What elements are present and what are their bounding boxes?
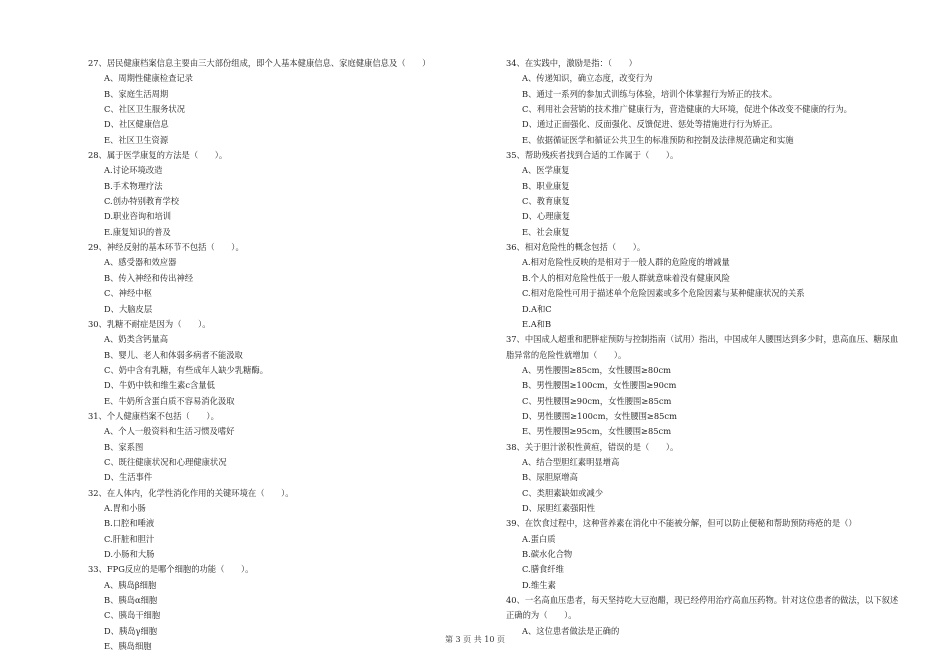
answer-option: A、这位患者做法是正确的 bbox=[522, 625, 620, 636]
answer-option: B、家系图 bbox=[104, 441, 144, 452]
answer-option: D.维生素 bbox=[522, 579, 556, 590]
answer-option: D、心理康复 bbox=[522, 211, 571, 222]
question-text: 29、神经反射的基本环节不包括（ ）。 bbox=[88, 242, 244, 253]
answer-option: E、胰岛细胞 bbox=[104, 641, 152, 652]
answer-option: D、通过正面强化、反面强化、反馈促进、惩处等措施进行行为矫正。 bbox=[522, 119, 778, 130]
question-block bbox=[88, 486, 480, 563]
answer-option: B、通过一系列的参加式训练与体验，培训个体掌握行为矫正的技术。 bbox=[522, 88, 778, 99]
answer-option: B、男性腰围≥100cm，女性腰围≥90cm bbox=[522, 380, 677, 391]
answer-option: B、传入神经和传出神经 bbox=[104, 272, 194, 283]
answer-option: B.手术物理疗法 bbox=[104, 180, 163, 191]
question-text: 36、相对危险性的概念包括（ ）。 bbox=[506, 242, 646, 253]
answer-option: C.相对危险性可用于描述单个危险因素或多个危险因素与某种健康状况的关系 bbox=[522, 288, 805, 299]
question-text: 30、乳糖不耐症是因为（ ）。 bbox=[88, 318, 211, 329]
answer-option: E、牛奶所含蛋白质不容易消化汲取 bbox=[104, 395, 235, 406]
question-text: 34、在实践中，激励是指：（ ） bbox=[506, 58, 637, 68]
answer-option: C、胰岛干细胞 bbox=[104, 610, 161, 621]
answer-option: A、胰岛β细胞 bbox=[104, 579, 157, 590]
answer-option: A.讨论环境改造 bbox=[104, 165, 163, 176]
answer-option: C、教育康复 bbox=[522, 196, 570, 207]
answer-option: D、尿胆红素强阳性 bbox=[522, 502, 596, 513]
page-footer: 第 3 页 共 10 页 bbox=[445, 635, 505, 644]
answer-option: A.蛋白质 bbox=[522, 533, 556, 544]
question-block bbox=[88, 240, 480, 317]
question-block bbox=[506, 240, 906, 332]
question-block bbox=[506, 148, 906, 240]
answer-option: D、男性腰围≥100cm，女性腰围≥85cm bbox=[522, 410, 677, 421]
question-block bbox=[88, 409, 480, 486]
answer-option: B、尿胆原增高 bbox=[522, 472, 578, 483]
answer-option: C.肝脏和胆汁 bbox=[104, 533, 155, 544]
answer-option: A、传递知识，确立态度，改变行为 bbox=[522, 73, 653, 84]
question-text: 28、属于医学康复的方法是（ ）。 bbox=[88, 150, 228, 161]
answer-option: A、奶类含钙量高 bbox=[104, 334, 169, 345]
answer-option: A.胃和小肠 bbox=[104, 502, 146, 513]
question-text: 39、在饮食过程中，这种营养素在消化中不能被分解，但可以防止便秘和帮助预防痔疮的是（） bbox=[506, 518, 857, 529]
answer-option: B.口腔和唾液 bbox=[104, 518, 155, 529]
answer-option: A、周期性健康检查记录 bbox=[104, 73, 193, 84]
answer-option: C、社区卫生服务状况 bbox=[104, 104, 186, 115]
answer-option: E.A和B bbox=[522, 318, 552, 329]
answer-option: E、社会康复 bbox=[522, 226, 570, 237]
answer-option: A、结合型胆红素明显增高 bbox=[522, 456, 620, 467]
answer-option: B、职业康复 bbox=[522, 180, 570, 191]
question-text: 31、个人健康档案不包括（ ）。 bbox=[88, 410, 219, 421]
answer-option: A、感受器和效应器 bbox=[104, 257, 177, 268]
question-block bbox=[506, 332, 906, 439]
answer-option: D.小肠和大肠 bbox=[104, 549, 155, 559]
question-text: 38、关于胆汁淤积性黄疸，错误的是（ ）。 bbox=[506, 441, 679, 452]
answer-option: B、家庭生活周期 bbox=[104, 88, 169, 99]
question-text: 27、居民健康档案信息主要由三大部份组成，即个人基本健康信息、家庭健康信息及（ ） bbox=[88, 58, 431, 68]
answer-option: A.相对危险性反映的是相对于一般人群的危险度的增减量 bbox=[522, 257, 730, 268]
question-block bbox=[88, 56, 480, 148]
question-block bbox=[506, 440, 906, 517]
right-column bbox=[506, 56, 906, 639]
answer-option: B、胰岛α细胞 bbox=[104, 595, 158, 606]
answer-option: C、利用社会营销的技术推广健康行为，营造健康的大环境，促进个体改变不健康的行为。 bbox=[522, 104, 852, 115]
answer-option: C、神经中枢 bbox=[104, 288, 152, 299]
answer-option: D、社区健康信息 bbox=[104, 119, 169, 130]
answer-option: C、男性腰围≥90cm，女性腰围≥85cm bbox=[522, 395, 672, 406]
question-block bbox=[506, 56, 906, 148]
answer-option: B、婴儿、老人和体弱多病者不能汲取 bbox=[104, 349, 243, 360]
left-column bbox=[88, 56, 480, 654]
question-text: 32、在人体内，化学性消化作用的关键环境在（ ）。 bbox=[88, 487, 294, 498]
question-text: 35、帮助残疾者找到合适的工作属于（ ）。 bbox=[506, 150, 679, 161]
answer-option: D、胰岛γ细胞 bbox=[104, 625, 158, 636]
question-block bbox=[88, 148, 480, 240]
answer-option: E.康复知识的普及 bbox=[104, 226, 171, 237]
question-text: 40、一名高血压患者，每天坚持吃大豆泡醋，现已经停用治疗高血压药物。针对这位患者的做法，以下叙述正确的为（ ）。 bbox=[506, 595, 899, 621]
answer-option: D、牛奶中铁和维生素c含量低 bbox=[104, 380, 215, 391]
answer-option: A、男性腰围≥85cm，女性腰围≥80cm bbox=[522, 364, 672, 375]
answer-option: A、个人一般资料和生活习惯及嗜好 bbox=[104, 426, 235, 437]
question-block bbox=[88, 317, 480, 409]
answer-option: D、生活事件 bbox=[104, 472, 153, 483]
answer-option: E、依据循证医学和循证公共卫生的标准预防和控制及法律规范确定和实施 bbox=[522, 134, 794, 145]
answer-option: B.碳水化合物 bbox=[522, 549, 573, 559]
question-text: 33、FPG反应的是哪个细胞的功能（ ）。 bbox=[88, 564, 254, 575]
question-block bbox=[506, 593, 906, 639]
answer-option: B.个人的相对危险性低于一般人群就意味着没有健康风险 bbox=[522, 272, 730, 283]
answer-option: D.职业咨询和培训 bbox=[104, 211, 172, 222]
answer-option: C、既往健康状况和心理健康状况 bbox=[104, 456, 227, 467]
answer-option: C.创办特别教育学校 bbox=[104, 196, 180, 207]
question-text: 37、中国成人超重和肥胖症预防与控制指南（试用）指出，中国成年人腰围达到多少时，患高血压、糖尿血脂异常的危险性就增加（ ）。 bbox=[506, 334, 899, 360]
answer-option: E、社区卫生资源 bbox=[104, 134, 169, 145]
question-block bbox=[506, 516, 906, 593]
answer-option: C、奶中含有乳糖，有些成年人缺少乳糖酶。 bbox=[104, 364, 268, 375]
answer-option: A、医学康复 bbox=[522, 165, 570, 176]
answer-option: E、男性腰围≥95cm，女性腰围≥85cm bbox=[522, 426, 672, 437]
answer-option: C、类胆素缺如或减少 bbox=[522, 487, 604, 498]
answer-option: C.膳食纤维 bbox=[522, 564, 564, 575]
answer-option: D.A和C bbox=[522, 303, 552, 314]
answer-option: D、大脑皮层 bbox=[104, 303, 153, 314]
